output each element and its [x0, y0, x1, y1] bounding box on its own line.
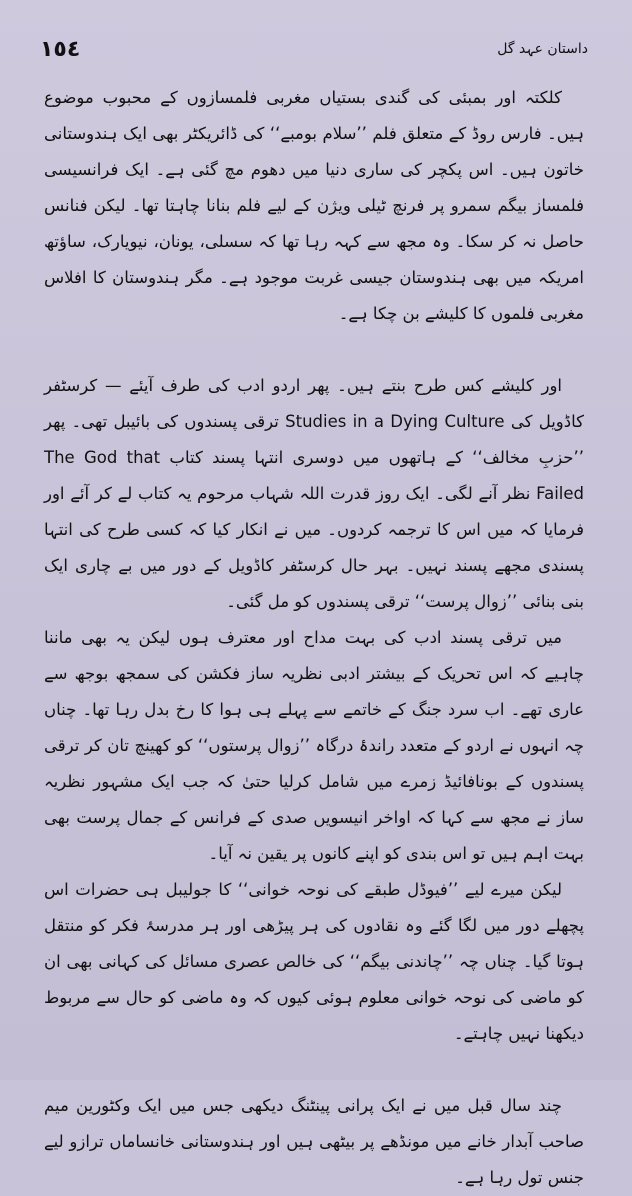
page-number: ١٥٤: [40, 36, 81, 62]
paragraph: میں ترقی پسند ادب کی بہت مداح اور معترف ہوں لیکن یہ بھی ماننا چاہیے کہ اس تحریک کے بیشتر ادبی نظریہ ساز فکشن کی سمجھ بوجھ سے عاری تھے۔ اب سرد جنگ کے خاتمے سے پہلے ہی ہوا کا رخ بدل رہا تھا۔ چناں چہ انہوں نے اردو کے متعدد راندۂ درگاہ ’’زوال پرستوں‘‘ کو کھینچ تان کر ترقی پسندوں کے بونافائیڈ زمرے میں شامل کرلیا حتیٰ کہ جب ایک مشہور نظریہ ساز نے مجھ سے کہا کہ اواخر انیسویں صدی کے فرانس کے جمال پرست بھی بہت اہم ہیں تو اس بندی کو اپنے کانوں پر یقین نہ آیا۔: [44, 628, 584, 863]
page-header: [40, 34, 588, 64]
page-body: [44, 80, 584, 1196]
paragraph: اور کلیشے کس طرح بنتے ہیں۔ پھر اردو ادب کی طرف آیئے — کرسٹفر کاڈویل کی Studies in a Dying Culture ترقی پسندوں کی بائیبل تھی۔ پھر ’’حزبِ مخالف‘‘ کے ہاتھوں میں دوسری انتہا پسند کتاب The God that Failed نظر آنے لگی۔ ایک روز قدرت اللہ شہاب مرحوم یہ کتاب لے کر آئے اور فرمایا کہ میں اس کا ترجمہ کردوں۔ میں نے انکار کیا کہ کسی طرح کی انتہا پسندی مجھے پسند نہیں۔ بہر حال کرسٹفر کاڈویل کے دور میں بے چاری ایک بنی بنائی ’’زوال پرست‘‘ ترقی پسندوں کو مل گئی۔: [44, 376, 584, 611]
running-title: داستان عہد گل: [497, 41, 588, 57]
paragraph: کلکتہ اور بمبئی کی گندی بستیاں مغربی فلمسازوں کے محبوب موضوع ہیں۔ فارس روڈ کے متعلق فلم ’’سلام بومبے‘‘ کی ڈائریکٹر بھی ایک ہندوستانی خاتون ہیں۔ اس پکچر کی ساری دنیا میں دھوم مچ گئی ہے۔ ایک فرانسیسی فلمساز بیگم سمرو پر فرنچ ٹیلی ویژن کے لیے فلم بنانا چاہتا تھا۔ لیکن فنانس حاصل نہ کر سکا۔ وہ مجھ سے کہہ رہا تھا کہ سسلی، یونان، نیویارک، ساؤتھ امریکہ میں بھی ہندوستان جیسی غربت موجود ہے۔ مگر ہندوستان کا افلاس مغربی فلموں کا کلیشے بن چکا ہے۔: [44, 88, 584, 323]
paragraph: لیکن میرے لیے ’’فیوڈل طبقے کی نوحہ خوانی‘‘ کا جولیبل ہی حضرات اس پچھلے دور میں لگا گئے وہ نقادوں کی ہر پیڑھی اور ہر مدرسۂ فکر کو منتقل ہوتا گیا۔ چناں چہ ’’چاندنی بیگم‘‘ کی خالص عصری مسائل کی کہانی بھی ان کو ماضی کی نوحہ خوانی معلوم ہوئی کیوں کہ وہ ماضی کو حال سے مربوط دیکھنا نہیں چاہتے۔: [44, 880, 584, 1043]
paragraph: چند سال قبل میں نے ایک پرانی پینٹنگ دیکھی جس میں ایک وکٹورین میم صاحب آبدار خانے میں مونڈھے پر بیٹھی ہیں اور ہندوستانی خانساماں ترازو لیے جنس تول رہا ہے۔: [44, 1096, 584, 1187]
